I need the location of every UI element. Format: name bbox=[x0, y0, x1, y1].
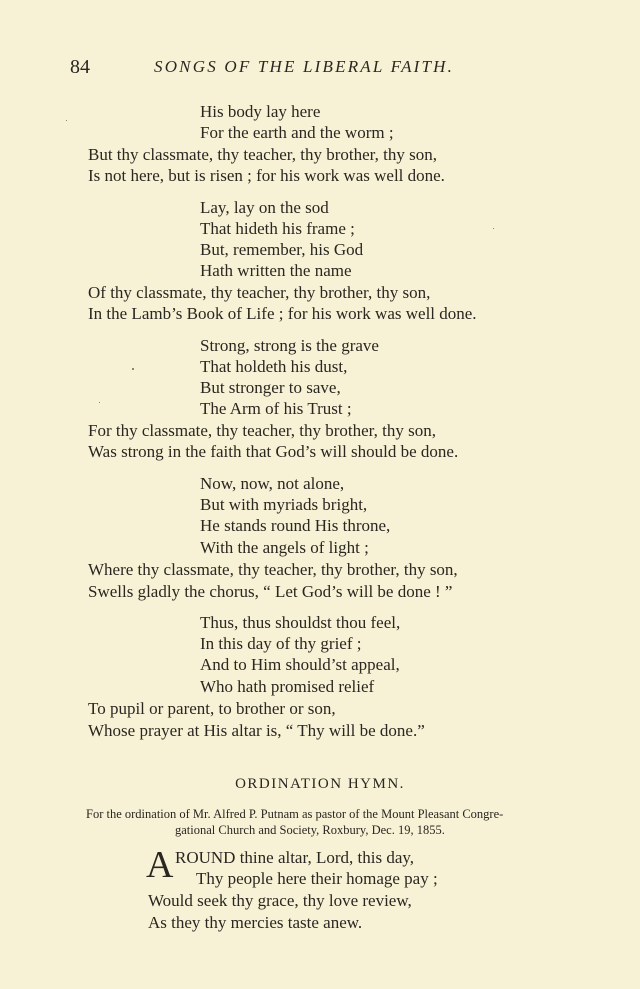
poem-line: Thus, thus shouldst thou feel, bbox=[200, 613, 401, 632]
poem-line: With the angels of light ; bbox=[200, 538, 369, 557]
hymn-note-line: gational Church and Society, Roxbury, Dec. 19, 1855. bbox=[175, 823, 445, 837]
poem-line: And to Him should’st appeal, bbox=[200, 655, 400, 674]
poem-line: Is not here, but is risen ; for his work was well done. bbox=[88, 166, 445, 185]
page-number: 84 bbox=[70, 56, 90, 78]
poem-line: To pupil or parent, to brother or son, bbox=[88, 699, 336, 718]
poem-line: But stronger to save, bbox=[200, 378, 341, 397]
poem-line: Lay, lay on the sod bbox=[200, 198, 329, 217]
poem-line: Was strong in the faith that God’s will should be done. bbox=[88, 442, 459, 461]
poem-line: That holdeth his dust, bbox=[200, 357, 348, 376]
poem-line: In this day of thy grief ; bbox=[200, 634, 362, 653]
poem-line: Of thy classmate, thy teacher, thy brother, thy son, bbox=[88, 283, 431, 302]
hymn-title: ORDINATION HYMN. bbox=[235, 776, 405, 792]
poem-line: But, remember, his God bbox=[200, 240, 364, 259]
poem-line: Swells gladly the chorus, “ Let God’s will be done ! ” bbox=[88, 582, 453, 601]
poem-line: For the earth and the worm ; bbox=[200, 123, 394, 142]
drop-cap: A bbox=[146, 844, 174, 886]
poem-line: The Arm of his Trust ; bbox=[200, 399, 352, 418]
ink-speck bbox=[132, 368, 134, 370]
hymn-line: ROUND thine altar, Lord, this day, bbox=[175, 848, 415, 867]
poem-line: He stands round His throne, bbox=[200, 516, 391, 535]
poem-line: But thy classmate, thy teacher, thy brother, thy son, bbox=[88, 145, 437, 164]
poem-line: Now, now, not alone, bbox=[200, 474, 345, 493]
hymn-line: As they thy mercies taste anew. bbox=[148, 913, 363, 932]
ink-speck bbox=[493, 228, 494, 229]
poem-line: In the Lamb’s Book of Life ; for his work was well done. bbox=[88, 304, 477, 323]
poem-line: For thy classmate, thy teacher, thy brother, thy son, bbox=[88, 421, 437, 440]
poem-line: That hideth his frame ; bbox=[200, 219, 355, 238]
ink-speck bbox=[66, 120, 67, 121]
poem-line: His body lay here bbox=[200, 102, 321, 121]
poem-line: Who hath promised relief bbox=[200, 677, 375, 696]
hymn-line: Thy people here their homage pay ; bbox=[196, 869, 438, 888]
running-title: SONGS OF THE LIBERAL FAITH. bbox=[154, 57, 455, 76]
ink-speck bbox=[99, 402, 100, 403]
poem-line: Strong, strong is the grave bbox=[200, 336, 379, 355]
page-header bbox=[70, 56, 490, 80]
poem-line: But with myriads bright, bbox=[200, 495, 368, 514]
poem-line: Whose prayer at His altar is, “ Thy will be done.” bbox=[88, 721, 425, 740]
hymn-line: Would seek thy grace, thy love review, bbox=[148, 891, 412, 910]
hymn-note-line: For the ordination of Mr. Alfred P. Putnam as pastor of the Mount Pleasant Congre- bbox=[86, 807, 504, 821]
poem-line: Where thy classmate, thy teacher, thy brother, thy son, bbox=[88, 560, 458, 579]
poem-line: Hath written the name bbox=[200, 261, 352, 280]
